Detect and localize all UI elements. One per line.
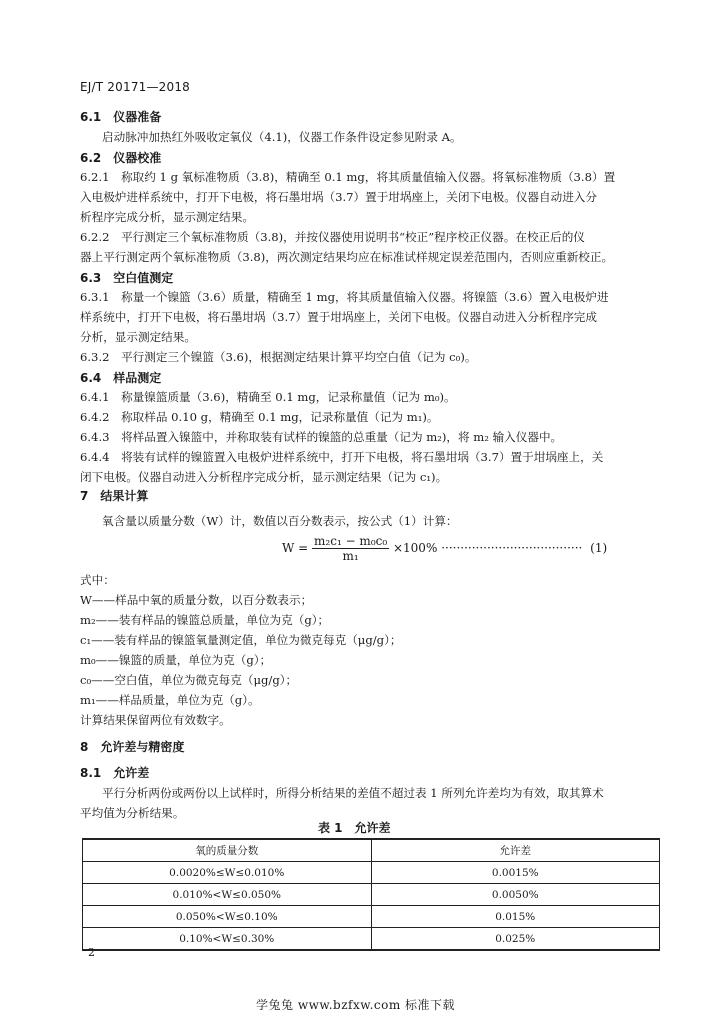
formula-numerator: m₂c₁ − m₀c₀ <box>314 534 388 548</box>
para-6-1: 启动脉冲加热红外吸收定氧仪（4.1)，仪器工作条件设定参见附录 A。 <box>102 130 462 144</box>
table-row <box>83 862 660 884</box>
page-number: 2 <box>88 946 95 959</box>
heading-6-2: 6.2 仪器校准 <box>80 151 162 165</box>
table-row <box>83 906 660 928</box>
table-header-cell: 允许差 <box>371 839 660 862</box>
table-cell: 0.0015% <box>371 862 660 884</box>
heading-8: 8 允许差与精密度 <box>80 740 185 754</box>
table-cell: 0.0050% <box>371 884 660 906</box>
table-header-row <box>83 839 660 862</box>
table-cell: 0.015% <box>371 906 660 928</box>
para-6-2-1-line2: 入电极炉进样系统中，打开下电极，将石墨坩埚（3.7）置于坩埚座上，关闭下电极。仪器自动进入分 <box>80 190 597 204</box>
heading-6-3: 6.3 空白值测定 <box>80 271 174 285</box>
table-row <box>83 928 660 951</box>
tolerance-table <box>82 838 660 951</box>
heading-6-1: 6.1 仪器准备 <box>80 110 162 124</box>
def-c0: c₀——空白值，单位为微克每克（μg/g）； <box>80 673 298 687</box>
para-6-2-2-line1: 6.2.2 平行测定三个氧标准物质（3.8)，并按仪器使用说明书“校正”程序校正仪器。在校正后的仪 <box>80 230 585 244</box>
para-6-4-1: 6.4.1 称量镍篮质量（3.6)，精确至 0.1 mg，记录称量值（记为 m₀)。 <box>80 390 456 404</box>
para-6-4-3: 6.4.3 将样品置入镍篮中，并称取装有试样的镍篮的总重量（记为 m₂)，将 m₂ 输入仪器中。 <box>80 430 563 444</box>
para-6-3-1-line1: 6.3.1 称量一个镍篮（3.6）质量，精确至 1 mg，将其质量值输入仪器。将镍篮（3.6）置入电极炉进 <box>80 290 609 304</box>
para-6-4-4-line2: 闭下电极。仪器自动进入分析程序完成分析，显示测定结果（记为 c₁)。 <box>80 470 448 484</box>
para-8-1-line1: 平行分析两份或两份以上试样时，所得分析结果的差值不超过表 1 所列允许差均为有效，取其算术 <box>102 786 604 800</box>
def-m1: m₁——样品质量，单位为克（g）。 <box>80 693 260 707</box>
table-cell: 0.0020%≤W≤0.010% <box>83 862 372 884</box>
standard-code: EJ/T 20171—2018 <box>80 80 191 94</box>
table-cell: 0.010%<W≤0.050% <box>83 884 372 906</box>
formula-lhs: W = <box>282 541 309 555</box>
formula-denominator: m₁ <box>342 549 359 563</box>
def-w: W——样品中氧的质量分数，以百分数表示； <box>80 593 313 607</box>
formula-1 <box>282 534 607 563</box>
watermark-footer: 学兔兔 www.bzfxw.com 标准下载 <box>256 998 456 1012</box>
heading-6-4: 6.4 样品测定 <box>80 371 162 385</box>
formula-fraction <box>312 534 389 563</box>
def-c1: c₁——装有样品的镍篮氧量测定值，单位为微克每克（μg/g）； <box>80 633 402 647</box>
para-7-intro: 氧含量以质量分数（W）计，数值以百分数表示，按公式（1）计算： <box>102 514 458 528</box>
def-m0: m₀——镍篮的质量，单位为克（g）； <box>80 653 272 667</box>
table-cell: 0.050%<W≤0.10% <box>83 906 372 928</box>
para-6-3-1-line2: 样系统中，打开下电极，将石墨坩埚（3.7）置于坩埚座上，关闭下电极。仪器自动进入分析程序完成 <box>80 310 597 324</box>
result-note: 计算结果保留两位有效数字。 <box>80 713 231 727</box>
para-6-3-2: 6.3.2 平行测定三个镍篮（3.6)，根据测定结果计算平均空白值（记为 c₀)。 <box>80 350 477 364</box>
formula-tail: ×100% <box>392 541 438 555</box>
formula-leader-dots: ····································· <box>441 541 583 555</box>
table-row <box>83 884 660 906</box>
heading-7: 7 结果计算 <box>80 489 149 503</box>
table-caption: 表 1 允许差 <box>318 821 391 835</box>
where-label: 式中： <box>80 573 115 587</box>
para-6-2-2-line2: 器上平行测定两个氧标准物质（3.8)，两次测定结果均应在标准试样规定误差范围内，否则应重新校正。 <box>80 250 614 264</box>
table-cell: 0.10%<W≤0.30% <box>83 928 372 951</box>
para-6-4-2: 6.4.2 称取样品 0.10 g，精确至 0.1 mg，记录称量值（记为 m₁)。 <box>80 410 439 424</box>
para-8-1-line2: 平均值为分析结果。 <box>80 806 185 820</box>
para-6-4-4-line1: 6.4.4 将装有试样的镍篮置入电极炉进样系统中，打开下电极，将石墨坩埚（3.7）置于坩埚座上，关 <box>80 450 604 464</box>
para-6-2-1-line1: 6.2.1 称取约 1 g 氧标准物质（3.8)，精确至 0.1 mg，将其质量值输入仪器。将氧标准物质（3.8）置 <box>80 170 616 184</box>
table-cell: 0.025% <box>371 928 660 951</box>
formula-number: (1) <box>590 541 608 555</box>
heading-8-1: 8.1 允许差 <box>80 766 150 780</box>
def-m2: m₂——装有样品的镍篮总质量，单位为克（g）； <box>80 613 330 627</box>
table-header-cell: 氧的质量分数 <box>83 839 372 862</box>
para-6-3-1-line3: 分析，显示测定结果。 <box>80 330 196 344</box>
para-6-2-1-line3: 析程序完成分析，显示测定结果。 <box>80 210 254 224</box>
